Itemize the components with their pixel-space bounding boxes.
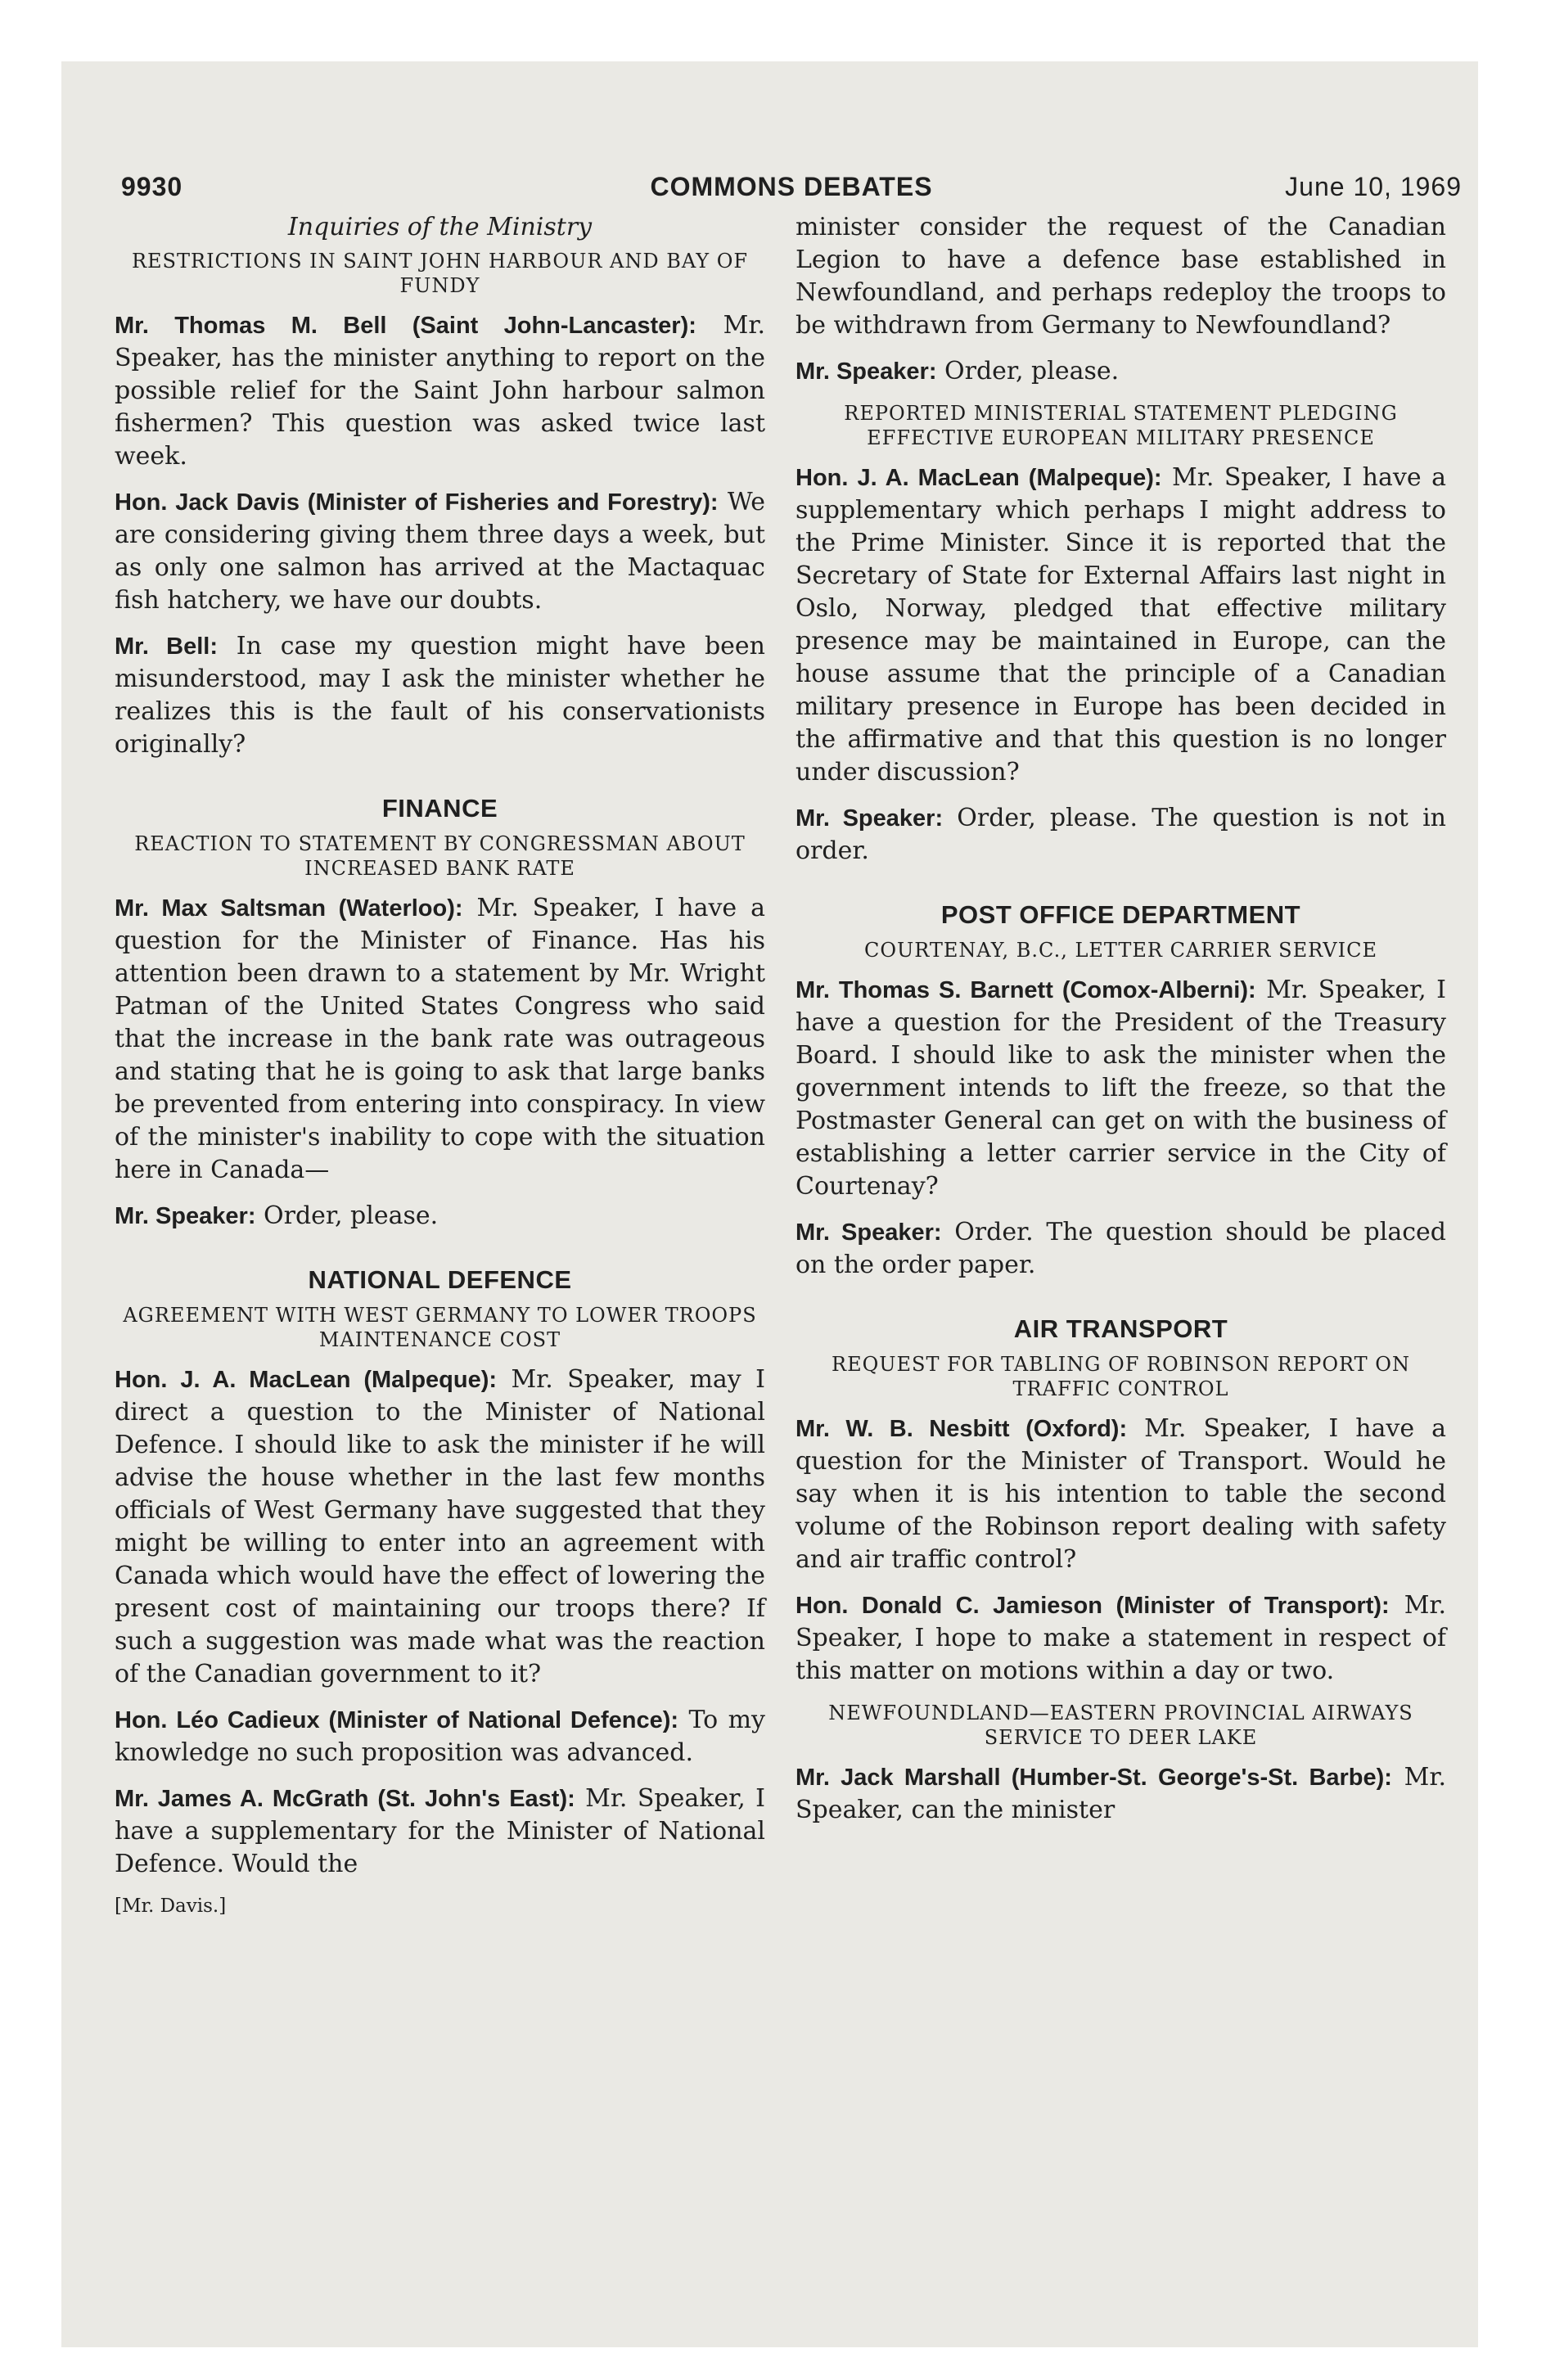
speech-paragraph xyxy=(796,462,1446,789)
speech-paragraph xyxy=(115,309,765,473)
subhead-deer-lake: NEWFOUNDLAND—EASTERN PROVINCIAL AIRWAYS SERVICE TO DEER LAKE xyxy=(828,1702,1413,1749)
subhead-military-presence: REPORTED MINISTERIAL STATEMENT PLEDGING EFFECTIVE EUROPEAN MILITARY PRESENCE xyxy=(844,402,1398,449)
subhead-courtenay: COURTENAY, B.C., LETTER CARRIER SERVICE xyxy=(863,939,1377,962)
speaker-name: Mr. Max Saltsman (Waterloo): xyxy=(115,895,463,922)
speech-text: Mr. Speaker, I have a question for the President of the Treasury Board. I should like to ask the minister when the government intends to lift the freeze, so that the Postmaster General can get on with the business of establishing a letter carrier service in the City of Courtenay? xyxy=(796,976,1446,1201)
speech-paragraph xyxy=(796,1761,1446,1827)
speech-text: Mr. Speaker, has the minister anything to report on the possible relief for the Saint John harbour salmon fishermen? This question was asked twice last week. xyxy=(115,311,765,471)
speech-text: Mr. Speaker, I have a question for the Minister of Transport. Would he say when it is his intention to table the second volume of the Robinson report dealing with safety and air traffic control? xyxy=(796,1414,1446,1574)
speech-text: Mr. Speaker, can the minister xyxy=(796,1763,1446,1824)
speaker-name: Mr. W. B. Nesbitt (Oxford): xyxy=(796,1416,1128,1442)
speech-paragraph xyxy=(796,1589,1446,1688)
subhead-bank-rate: REACTION TO STATEMENT BY CONGRESSMAN ABOUT INCREASED BANK RATE xyxy=(134,832,746,880)
speech-paragraph xyxy=(115,486,765,617)
section-heading-national-defence: NATIONAL DEFENCE xyxy=(308,1265,572,1294)
speaker-name: Mr. Jack Marshall (Humber-St. George's-St. Barbe): xyxy=(796,1765,1392,1791)
section-heading-air-transport: AIR TRANSPORT xyxy=(1013,1314,1228,1343)
speaker-name: Hon. Donald C. Jamieson (Minister of Transport): xyxy=(796,1593,1390,1619)
speech-text: Order. The question should be placed on the order paper. xyxy=(796,1218,1446,1279)
speech-paragraph xyxy=(115,630,765,761)
speaker-name: Hon. J. A. MacLean (Malpeque): xyxy=(796,465,1162,491)
speaker-name: Hon. J. A. MacLean (Malpeque): xyxy=(115,1367,498,1393)
right-column xyxy=(796,211,1446,1840)
speaker-name: Mr. Speaker: xyxy=(796,805,944,832)
speech-text: Mr. Speaker, I have a supplementary for the Minister of National Defence. Would the xyxy=(115,1784,765,1878)
subhead-west-germany: AGREEMENT WITH WEST GERMANY TO LOWER TROOPS MAINTENANCE COST xyxy=(123,1304,757,1351)
speech-text: Mr. Speaker, I hope to make a statement in respect of this matter on motions within a day or two. xyxy=(796,1591,1446,1685)
speaker-name: Mr. Speaker: xyxy=(796,358,937,385)
section-heading-post-office: POST OFFICE DEPARTMENT xyxy=(940,900,1301,929)
speaker-name: Mr. Bell: xyxy=(115,633,219,660)
speech-paragraph xyxy=(115,1200,765,1233)
subhead-restrictions: RESTRICTIONS IN SAINT JOHN HARBOUR AND BAY OF FUNDY xyxy=(131,250,749,297)
speech-paragraph xyxy=(796,974,1446,1203)
speech-text: In case my question might have been misunderstood, may I ask the minister whether he realizes this is the fault of his conservationists originally? xyxy=(115,632,765,759)
speech-paragraph xyxy=(796,1216,1446,1282)
speech-paragraph xyxy=(115,1364,765,1691)
speech-text: Mr. Speaker, may I direct a question to the Minister of National Defence. I should like to ask the minister if he will advise the house whether in the last few months officials of West Germany have suggested that they might be willing to enter into an agreement with Canada which would have the effect of lowering the present cost of maintaining our troops there? If such a suggestion was made what was the reaction of the Canadian government to it? xyxy=(115,1365,765,1688)
speech-paragraph xyxy=(796,211,1446,342)
page-number: 9930 xyxy=(121,172,183,201)
speech-paragraph xyxy=(796,355,1446,388)
speech-paragraph xyxy=(115,1783,765,1881)
speaker-name: Hon. Léo Cadieux (Minister of National Defence): xyxy=(115,1707,679,1733)
running-head: Inquiries of the Ministry xyxy=(287,213,593,241)
speech-text: Order, please. xyxy=(255,1201,439,1230)
left-column xyxy=(115,211,765,1918)
publication-title: COMMONS DEBATES xyxy=(650,172,933,201)
subhead-robinson-report: REQUEST FOR TABLING OF ROBINSON REPORT ON TRAFFIC CONTROL xyxy=(832,1353,1410,1400)
speaker-name: Mr. Thomas S. Barnett (Comox-Alberni): xyxy=(796,977,1256,1003)
page-header xyxy=(121,172,1462,213)
speech-text: Mr. Speaker, I have a question for the Minister of Finance. Has his attention been drawn to a statement by Mr. Wright Patman of the United States Congress who said that the increase in the bank rate was outrageous and stating that he is going to ask that large banks be prevented from entering into conspiracy. In view of the minister's inability to cope with the situation here in Canada— xyxy=(115,894,765,1184)
speech-paragraph xyxy=(115,892,765,1187)
speech-text: Mr. Speaker, I have a supplementary which perhaps I might address to the Prime Minister. Since it is reported that the Secretary of State for External Affairs last night in Oslo, Norway, pledged that effective military presence may be maintained in Europe, can the house assume that the principle of a Canadian military presence in Europe has been decided in the affirmative and that this question is no longer under discussion? xyxy=(796,463,1446,787)
speech-paragraph xyxy=(115,1704,765,1769)
footnote: [Mr. Davis.] xyxy=(115,1895,227,1917)
speaker-name: Hon. Jack Davis (Minister of Fisheries and Forestry): xyxy=(115,489,719,516)
speech-text: minister consider the request of the Canadian Legion to have a defence base established in Newfoundland, and perhaps redeploy the troops to be withdrawn from Germany to Newfoundland? xyxy=(796,213,1446,340)
issue-date: June 10, 1969 xyxy=(1285,172,1462,201)
speaker-name: Mr. Speaker: xyxy=(115,1203,256,1229)
speaker-name: Mr. Speaker: xyxy=(796,1219,942,1246)
speech-paragraph xyxy=(796,802,1446,868)
speaker-name: Mr. Thomas M. Bell (Saint John-Lancaster): xyxy=(115,313,696,339)
speech-text: Order, please. xyxy=(936,357,1120,385)
speech-text: Order, please. The question is not in order. xyxy=(796,804,1446,865)
speech-text: To my knowledge no such proposition was advanced. xyxy=(115,1706,765,1767)
section-heading-finance: FINANCE xyxy=(381,794,498,823)
speech-text: We are considering giving them three days a week, but as only one salmon has arrived at the Mactaquac fish hatchery, we have our doubts. xyxy=(115,488,765,615)
speech-paragraph xyxy=(796,1413,1446,1576)
speaker-name: Mr. James A. McGrath (St. John's East): xyxy=(115,1786,575,1812)
